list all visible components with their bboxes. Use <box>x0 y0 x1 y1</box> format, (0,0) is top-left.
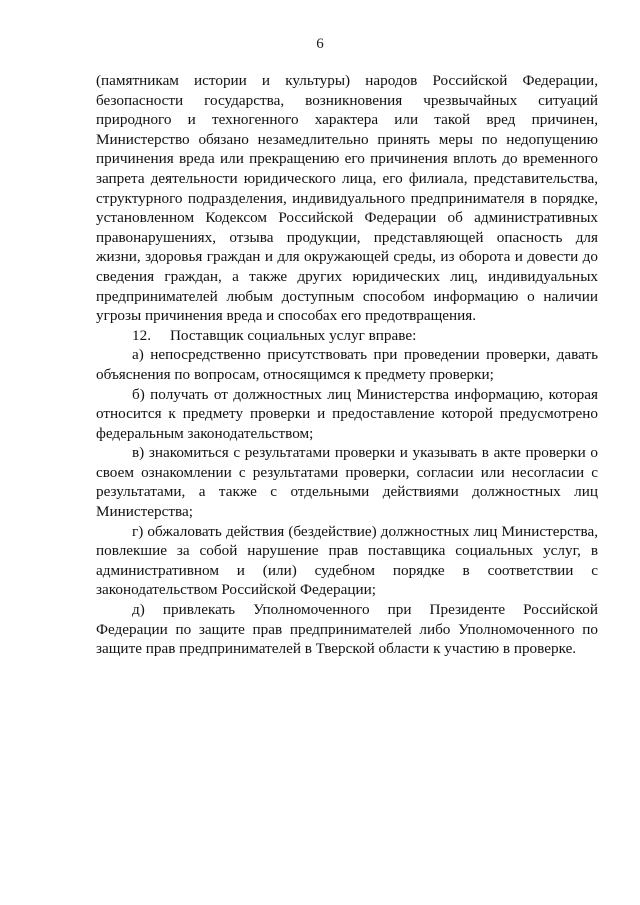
section-12-heading: 12. Поставщик социальных услуг вправе: <box>132 326 417 344</box>
section-12-item-d: д) привлекать Уполномоченного при Президенте Российской Федерации по защите прав предпринимателей либо Уполномоченного по защите прав предпринимателей в Тверской области к участию в проверке. <box>96 601 598 658</box>
intro-paragraph: (памятникам истории и культуры) народов Российской Федерации, безопасности государства, возникновения чрезвычайных ситуаций природного и техногенного характера или такой вред причинен, Министерство обязано незамедлительно принять меры по недопущению причинения вреда или прекращению его причинения вплоть до временного запрета деятельности юридического лица, его филиала, представительства, структурного подразделения, индивидуального предпринимателя в порядке, установленном Кодексом Российской Федерации об административных правонарушениях, отзыва продукции, представляющей опасность для жизни, здоровья граждан и для окружающей среды, из оборота и довести до сведения граждан, а также других юридических лиц, индивидуальных предпринимателей любым доступным способом информацию о наличии угрозы причинения вреда и способах его предотвращения. <box>96 72 598 325</box>
section-12-item-b: б) получать от должностных лиц Министерства информацию, которая относится к предмету проверки и предоставление которой предусмотрено федеральным законодательством; <box>96 385 598 442</box>
document-body <box>96 71 598 659</box>
section-12-item-v: в) знакомиться с результатами проверки и указывать в акте проверки о своем ознакомлении с результатами проверки, согласии или несогласии с результатами, а также с отдельными действиями должностных лиц Министерства; <box>96 444 598 521</box>
section-12-item-a: а) непосредственно присутствовать при проведении проверки, давать объяснения по вопросам, относящимся к предмету проверки; <box>96 346 598 383</box>
page-number: 6 <box>316 36 324 52</box>
section-12-item-g: г) обжаловать действия (бездействие) должностных лиц Министерства, повлекшие за собой нарушение прав поставщика социальных услуг, в административном и (или) судебном порядке в соответствии с законодательством Российской Федерации; <box>96 522 598 599</box>
